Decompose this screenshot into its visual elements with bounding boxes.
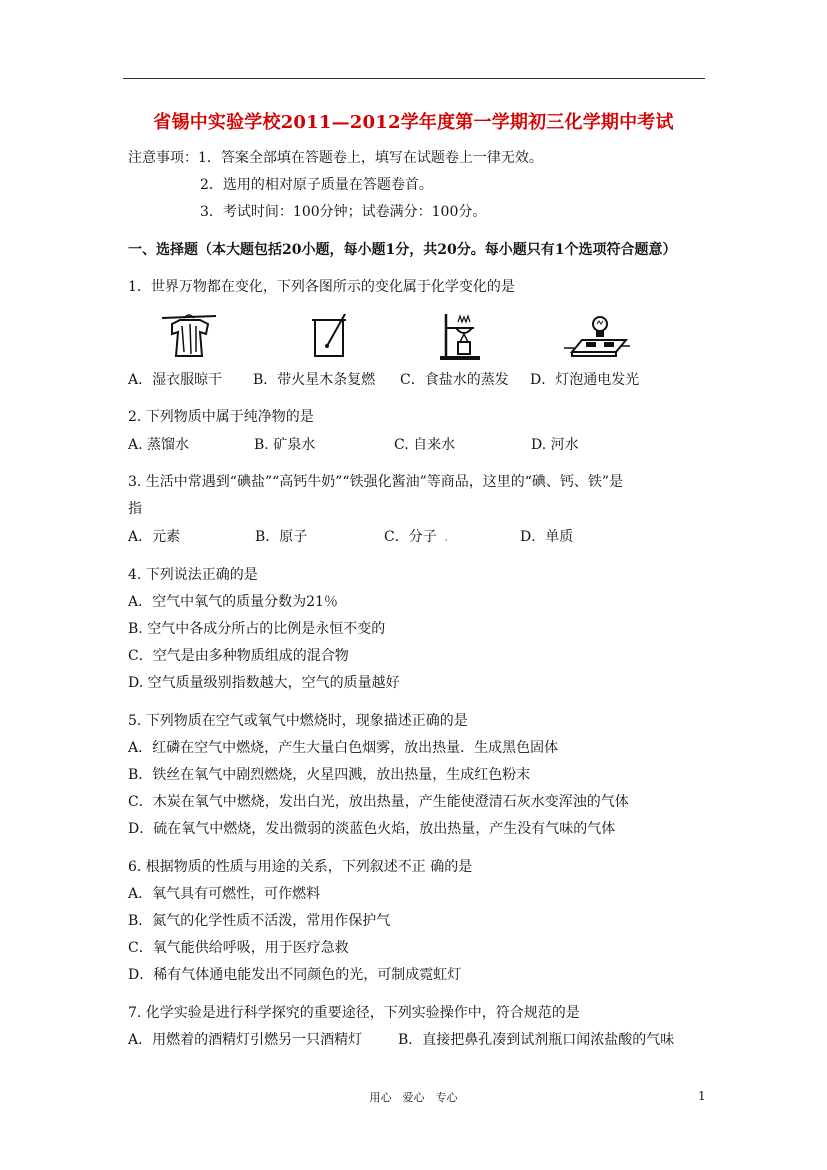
option-a[interactable]: A．湿衣服晾干: [128, 372, 223, 388]
option-c[interactable]: C. 自来水: [394, 437, 456, 453]
option-b[interactable]: B. 矿泉水: [254, 437, 316, 453]
light-bulb-icon: [560, 312, 632, 360]
option-c[interactable]: C．空气是由多种物质组成的混合物: [128, 648, 349, 664]
option-a[interactable]: A．用燃着的酒精灯引燃另一只酒精灯: [128, 1032, 363, 1048]
stray-mark: .: [444, 529, 449, 545]
option-a[interactable]: A．元素: [128, 529, 181, 545]
option-a[interactable]: A．氧气具有可燃性，可作燃料: [128, 886, 321, 902]
option-a[interactable]: A．红磷在空气中燃烧，产生大量白色烟雾，放出热量．生成黑色固体: [128, 740, 559, 756]
option-b[interactable]: B．直接把鼻孔凑到试剂瓶口闻浓盐酸的气味: [398, 1032, 675, 1048]
page-number: 1: [698, 1089, 706, 1103]
question-1-figures: [0, 312, 827, 362]
option-d[interactable]: D．硫在氧气中燃烧，发出微弱的淡蓝色火焰，放出热量，产生没有气味的气体: [128, 821, 616, 837]
option-a[interactable]: A．空气中氧气的质量分数为21％: [128, 594, 338, 610]
option-b[interactable]: B．铁丝在氧气中剧烈燃烧，火星四溅，放出热量，生成红色粉末: [128, 767, 531, 783]
notice-line-1: 注意事项：1．答案全部填在答题卷上，填写在试题卷上一律无效。: [128, 150, 543, 166]
exam-title: 省锡中实验学校2011—2012学年度第一学期初三化学期中考试: [153, 112, 674, 133]
question-4-stem: 4. 下列说法正确的是: [128, 567, 258, 583]
option-d[interactable]: D．单质: [520, 529, 574, 545]
question-3-stem-line-2: 指: [128, 501, 142, 517]
option-d[interactable]: D. 河水: [531, 437, 579, 453]
question-1-options: [128, 371, 708, 389]
section-heading: 一、选择题（本大题包括20小题，每小题1分，共20分。每小题只有1个选项符合题意）: [128, 242, 677, 258]
option-d[interactable]: D．稀有气体通电能发出不同颜色的光，可制成霓虹灯: [128, 967, 462, 983]
page-footer: 用心 爱心 专心: [369, 1091, 458, 1104]
question-1-stem: 1．世界万物都在变化，下列各图所示的变化属于化学变化的是: [128, 279, 515, 295]
header-rule: [123, 78, 705, 79]
notice-line-2: 2．选用的相对原子质量在答题卷首。: [200, 177, 433, 193]
option-a[interactable]: A. 蒸馏水: [128, 437, 190, 453]
question-3-options: [128, 528, 708, 546]
option-c[interactable]: C．木炭在氧气中燃烧，发出白光，放出热量，产生能使澄清石灰水变浑浊的气体: [128, 794, 629, 810]
question-7-stem: 7. 化学实验是进行科学探究的重要途径，下列实验操作中，符合规范的是: [128, 1005, 580, 1021]
option-d[interactable]: D．灯泡通电发光: [530, 372, 640, 388]
option-d[interactable]: D. 空气质量级别指数越大，空气的质量越好: [128, 675, 400, 691]
question-6-stem: 6. 根据物质的性质与用途的关系，下列叙述不正 确的是: [128, 859, 473, 875]
notice-line-3: 3．考试时间：100分钟；试卷满分：100分。: [200, 204, 487, 220]
option-b[interactable]: B．原子: [255, 529, 308, 545]
option-c[interactable]: C．食盐水的蒸发: [400, 372, 509, 388]
evaporation-apparatus-icon: [436, 312, 484, 362]
option-b[interactable]: B. 空气中各成分所占的比例是永恒不变的: [128, 621, 386, 637]
question-5-stem: 5. 下列物质在空气或氧气中燃烧时，现象描述正确的是: [128, 713, 468, 729]
splint-in-jar-icon: [305, 312, 353, 360]
question-2-stem: 2. 下列物质中属于纯净物的是: [128, 409, 314, 425]
option-c[interactable]: C．分子: [384, 529, 437, 545]
question-2-options: [128, 436, 708, 454]
question-7-options: [128, 1031, 708, 1049]
option-c[interactable]: C．氧气能供给呼吸，用于医疗急救: [128, 940, 349, 956]
option-b[interactable]: B．氮气的化学性质不活泼，常用作保护气: [128, 913, 391, 929]
option-b[interactable]: B．带火星木条复燃: [253, 372, 376, 388]
clothes-drying-icon: [160, 312, 218, 360]
question-3-stem-line-1: 3. 生活中常遇到“碘盐”“高钙牛奶”“铁强化酱油”等商品，这里的“碘、钙、铁”是: [128, 474, 624, 490]
